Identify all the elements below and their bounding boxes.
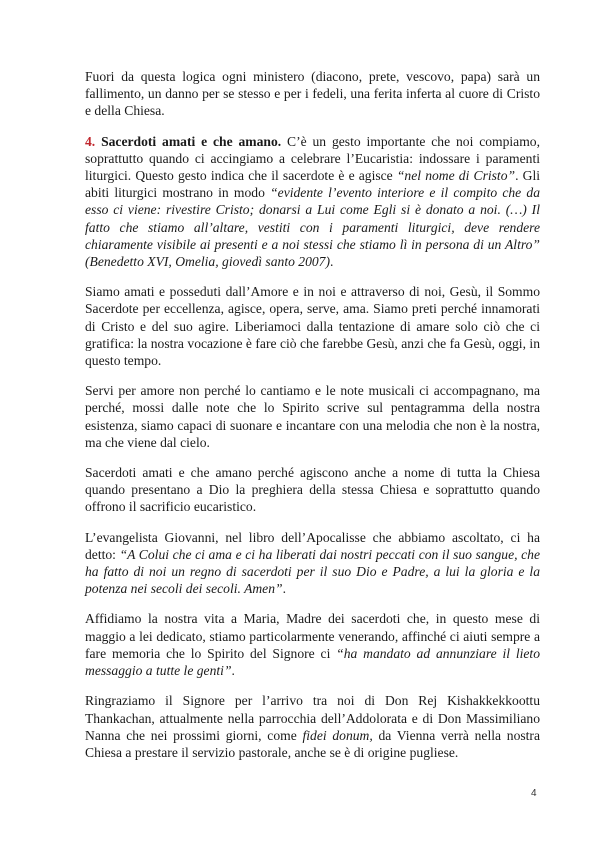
paragraph-loved: Siamo amati e posseduti dall’Amore e in noi e attraverso di noi, Gesù, il Sommo Sacerdote per eccellenza, agisce, opera, serve, ama. Siamo preti perché innamorati di Cristo e del suo agire. Liberiamoci dalla tentazione di amare solo ciò che ci gratifica: la nostra vocazione è fare ciò che farebbe Gesù, anzi che fa Gesù, oggi, in questo tempo. xyxy=(85,284,540,369)
paragraph-thanks xyxy=(85,692,540,761)
thanks-italic: fidei donum, xyxy=(302,727,373,743)
document-body xyxy=(85,68,540,774)
paragraph-mary xyxy=(85,610,540,679)
paragraph-church: Sacerdoti amati e che amano perché agiscono anche a nome di tutta la Chiesa quando presentano a Dio la preghiera della stessa Chiesa e soprattutto quando offrono il sacrificio eucaristico. xyxy=(85,465,540,515)
apocalypse-text-a: L’evangelista Giovanni, nel libro dell’Apocalisse che abbiamo ascoltato, ci ha detto: xyxy=(85,529,540,562)
apocalypse-text-b: . xyxy=(282,581,286,597)
paragraph-apocalypse xyxy=(85,529,540,598)
paragraph-servants: Servi per amore non perché lo cantiamo e le note musicali ci accompagnano, ma perché, mossi dalle note che lo Spirito scrive sul pentagramma della nostra esistenza, siamo capaci di suonare e incantare con una melodia che non è la nostra, ma che viene dal cielo. xyxy=(85,383,540,450)
mary-text-a: Affidiamo la nostra vita a Maria, Madre dei sacerdoti che, in questo mese di maggio a lei dedicato, stiamo particolarmente venerando, affinché ci aiuti sempre a fare memoria che lo Spirito del Signore ci xyxy=(85,611,540,661)
apocalypse-quote: “A Colui che ci ama e ci ha liberati dai nostri peccati con il suo sangue, che ha fatto di noi un regno di sacerdoti per il suo Dio e Padre, a lui la gloria e la potenza nei secoli dei secoli. Amen” xyxy=(85,546,540,597)
thanks-text-a: Ringraziamo il Signore per l’arrivo tra noi di Don Rej Kishakkekkoottu Thankachan, attualmente nella parrocchia dell’Addolorata e di Don Massimiliano Nanna che nei prossimi giorni, come xyxy=(85,693,540,743)
mary-text-b: . xyxy=(231,663,235,679)
thanks-text-b: da Vienna verrà nella nostra Chiesa a prestare il servizio pastorale, anche se è di origine pugliese. xyxy=(85,727,540,760)
page-number: 4 xyxy=(531,788,537,799)
section-quote-b: “evidente l’evento interiore e il compito che da esso ci viene: rivestire Cristo; donarsi a Lui come Egli si è donato a noi. (…) Il fatto che stiamo all’altare, vestiti con i paramenti liturgici, deve rendere chiaramente visibile ai presenti e a noi stessi che stiamo lì in persona di un Altro” (Benedetto XVI, Omelia, giovedì santo 2007) xyxy=(85,185,541,270)
mary-quote: “ha mandato ad annunziare il lieto messaggio a tutte le genti” xyxy=(85,645,540,679)
section-text-b: . Gli abiti liturgici mostrano in modo xyxy=(85,168,540,201)
section-text-c: . xyxy=(330,254,334,270)
section-quote-a: “nel nome di Cristo” xyxy=(396,168,516,184)
section-text-a: C’è un gesto importante che noi compiamo, soprattutto quando ci accingiamo a celebrare l’Eucaristia: indossare i paramenti liturgici. Questo gesto indica che il sacerdote è e agisce xyxy=(85,133,540,184)
paragraph-intro: Fuori da questa logica ogni ministero (diacono, prete, vescovo, papa) sarà un fallimento, un danno per se stesso e per i fedeli, una ferita inferta al cuore di Cristo e della Chiesa. xyxy=(85,69,540,119)
section-number: 4. xyxy=(85,133,96,149)
paragraph-section-4 xyxy=(85,133,540,271)
section-title: Sacerdoti amati e che amano. xyxy=(101,133,282,149)
